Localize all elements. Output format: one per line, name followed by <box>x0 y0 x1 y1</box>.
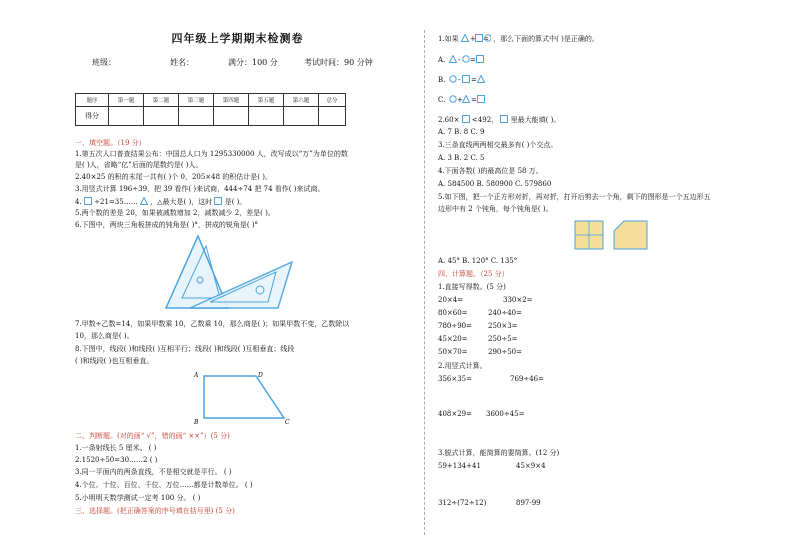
shape-equation-icon <box>448 55 486 63</box>
vertical-calc-item: 408×29= <box>438 410 472 418</box>
class-field: 班级： <box>92 58 116 67</box>
judge-1: 1.一条射线长 5 厘米。 ( ) <box>75 444 157 452</box>
choice-4: 4.下面各数( )的最高位是 58 万。 <box>438 167 543 175</box>
question-8-cont: ( )和线段( )也互相垂直。 <box>75 357 154 365</box>
question-7: 7.甲数÷乙数=14，如果甲数乘 10，乙数乘 10，那么商是( )；如果甲数不变，乙数除以 <box>75 320 350 328</box>
text: 里最大能填( )。 <box>510 116 561 124</box>
choice-2-options: A. 7 B. 8 C. 9 <box>438 128 485 136</box>
judge-5: 5.小明明天数学测试一定考 100 分。 ( ) <box>75 494 201 502</box>
question-5: 5.两个数的差是 20，如果被减数增加 2，减数减少 2，差是( )。 <box>75 209 275 217</box>
name-field: 姓名： <box>170 58 194 67</box>
oral-calc-item: 250×3= <box>488 322 518 330</box>
shape-equation-icon <box>461 34 491 42</box>
text: 4. <box>75 198 82 206</box>
score-table <box>75 93 346 126</box>
choice-1-option-c <box>438 95 486 105</box>
square-icon <box>500 115 508 123</box>
section-calculation: 四、计算题。（25 分） <box>438 270 509 278</box>
vertical-calc-item: 769÷46= <box>510 375 544 383</box>
text: ÷21=35…… <box>94 198 138 206</box>
choice-4-options: A. 584500 B. 580900 C. 579860 <box>438 180 552 188</box>
set-squares-figure <box>160 232 300 312</box>
choice-1-option-b <box>438 75 486 85</box>
svg-text:=: = <box>470 96 477 103</box>
calc-3-title: 3.脱式计算，能简算的要简算。(12 分) <box>438 449 560 457</box>
table-cell: 第五题 <box>249 94 284 107</box>
oral-calc-item: 20×4= <box>438 296 464 304</box>
svg-text:=: = <box>470 76 477 83</box>
text: ，△最大是( )，这时 <box>150 198 213 206</box>
choice-5: 5.如下图，把一个正方形对折，再对折，打开后剪去一个角，剩下的图形是一个五边形五 <box>438 193 711 201</box>
judge-3: 3.同一平面内的两条直线，不是相交就是平行。 ( ) <box>75 468 232 476</box>
full-score: 满分：100 分 <box>228 58 278 67</box>
table-cell: 第一题 <box>109 94 144 107</box>
score-input[interactable] <box>109 107 144 126</box>
question-1: 1.第五次人口普查结果公布：中国总人口为 1295330000 人，改写成以“万”为单位的数 <box>75 150 348 158</box>
question-7-cont: 10，那么商是( )。 <box>75 332 134 340</box>
oral-calc-item: 50×70= <box>438 348 468 356</box>
text: C. <box>438 96 446 104</box>
text: 1.如果 <box>438 35 459 43</box>
table-cell: 第四题 <box>214 94 249 107</box>
text: A. <box>438 56 446 64</box>
column-divider <box>424 30 425 535</box>
table-cell: 第六题 <box>284 94 319 107</box>
section-choice: 三、选择题。(把正确答案的序号填在括号里) (5 分) <box>75 507 235 515</box>
judge-2: 2.1520÷50=30……2 ( ) <box>75 456 158 464</box>
table-cell: 总分 <box>319 94 346 107</box>
vertex-label-d: D <box>258 372 263 379</box>
text: 是( )。 <box>224 198 247 206</box>
score-input[interactable] <box>214 107 249 126</box>
oral-calc-item: 330×2= <box>503 296 533 304</box>
trapezoid-figure <box>192 368 292 426</box>
svg-text:=: = <box>469 56 476 63</box>
vertex-label-b: B <box>194 419 199 426</box>
oral-calc-item: 290÷50= <box>488 348 522 356</box>
square-icon <box>84 197 92 205</box>
oral-calc-item: 780÷90= <box>438 322 472 330</box>
table-cell: 第三题 <box>179 94 214 107</box>
section-judge: 二、判断题。(对的画“ √”，错的画“ ××”）(5 分) <box>75 432 230 440</box>
score-input[interactable] <box>319 107 346 126</box>
vertex-label-c: C <box>285 419 290 426</box>
svg-text:-: - <box>457 76 460 83</box>
question-1-cont: 是( )人，省略“亿”后面的尾数约是( )人。 <box>75 161 203 169</box>
table-cell: 得分 <box>76 107 109 126</box>
square-icon <box>214 197 222 205</box>
exam-time: 考试时间：90 分钟 <box>304 58 373 67</box>
choice-2 <box>438 115 560 125</box>
svg-text:+: + <box>469 35 476 42</box>
score-input[interactable] <box>249 107 284 126</box>
svg-text:+: + <box>456 96 463 103</box>
section-fill-blank: 一、填空题。（19 分） <box>75 139 146 147</box>
choice-3-options: A. 3 B. 2 C. 5 <box>438 154 485 162</box>
oral-calc-item: 80×60= <box>438 309 468 317</box>
question-8: 8.下图中，线段( )和线段( )互相平行；线段( )和线段( )互相垂直；线段 <box>75 345 295 353</box>
text: B. <box>438 76 446 84</box>
text: <492， <box>471 116 499 124</box>
step-calc-item: 312÷(72÷12) <box>438 499 487 507</box>
choice-3: 3.三条直线两两相交最多有( )个交点。 <box>438 141 558 149</box>
svg-text:-: - <box>457 56 460 63</box>
choice-1-option-a <box>438 55 486 65</box>
choice-1 <box>438 34 599 44</box>
score-table-header <box>76 94 346 107</box>
svg-text:=: = <box>482 35 489 42</box>
step-calc-item: 45×9×4 <box>516 462 546 470</box>
triangle-icon <box>140 197 148 205</box>
question-4 <box>75 197 246 207</box>
choice-5-options: A. 45° B. 120° C. 135° <box>438 257 518 265</box>
square-icon <box>462 115 470 123</box>
text: 2.60× <box>438 116 460 124</box>
score-input[interactable] <box>144 107 179 126</box>
page-title: 四年级上学期期末检测卷 <box>171 32 304 45</box>
vertical-calc-item: 3600÷45= <box>486 410 525 418</box>
step-calc-item: 897-99 <box>516 499 541 507</box>
score-input[interactable] <box>179 107 214 126</box>
calc-2-title: 2.用竖式计算。 <box>438 362 487 370</box>
question-6: 6.下图中，两块三角板拼成的钝角是( )°，拼成的锐角是( )° <box>75 221 259 229</box>
judge-4: 4.个位、十位、百位、千位、万位……都是计数单位。 ( ) <box>75 481 253 489</box>
table-cell: 第二题 <box>144 94 179 107</box>
score-table-row <box>76 107 346 126</box>
step-calc-item: 59+134+41 <box>438 462 481 470</box>
score-input[interactable] <box>284 107 319 126</box>
vertical-calc-item: 356×35= <box>438 375 472 383</box>
text: ，那么下面的算式中( )是正确的。 <box>493 35 599 43</box>
oral-calc-item: 240÷40= <box>488 309 522 317</box>
question-3: 3.用竖式计算 196÷39，把 39 看作( )来试商，444÷74 把 74 看作( )来试商。 <box>75 185 325 193</box>
oral-calc-item: 45×20= <box>438 335 468 343</box>
shape-equation-icon <box>448 75 486 83</box>
question-2: 2.40×25 的积的末尾一共有( )个 0，205×48 的积估计是( )。 <box>75 173 272 181</box>
vertex-label-a: A <box>194 372 199 379</box>
calc-1-title: 1.直接写得数。(5 分) <box>438 283 506 291</box>
choice-5-cont: 边形中有 2 个钝角，每个钝角是( )。 <box>438 205 553 213</box>
folded-square-figure <box>574 220 649 252</box>
table-cell: 题序 <box>76 94 109 107</box>
oral-calc-item: 250÷5= <box>488 335 518 343</box>
shape-equation-icon <box>448 95 486 103</box>
